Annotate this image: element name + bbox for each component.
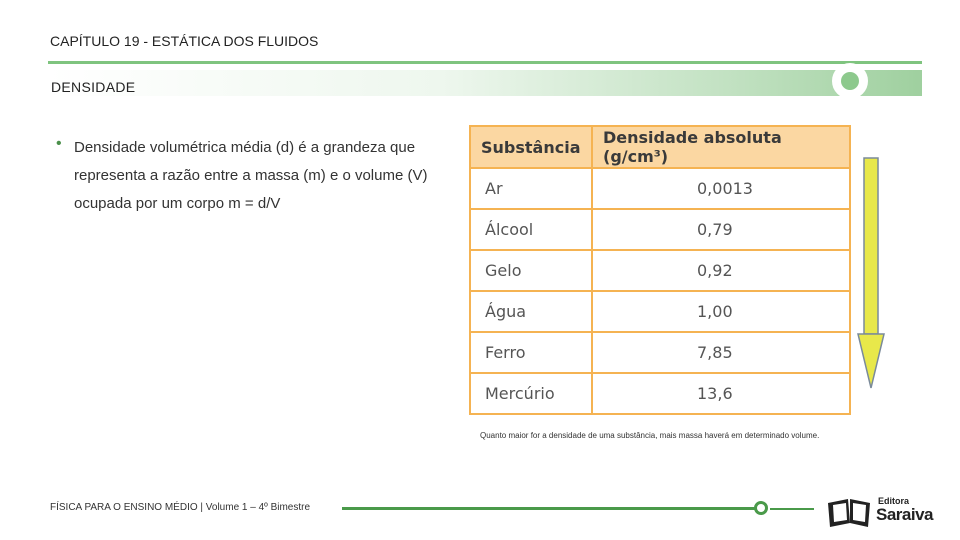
density-cell: 0,92 [592,250,850,291]
footer-line-end [770,508,814,510]
table-row [470,291,850,332]
table-row [470,250,850,291]
table-row [470,373,850,414]
substance-cell: Álcool [470,209,592,250]
header-divider [48,61,922,64]
density-cell: 0,79 [592,209,850,250]
density-cell: 1,00 [592,291,850,332]
substance-cell: Ar [470,168,592,209]
header-substance: Substância [470,126,592,168]
table-caption: Quanto maior for a densidade de uma substância, mais massa haverá em determinado volume. [480,431,820,440]
table-row [470,168,850,209]
bullet-icon: • [56,135,62,152]
section-circle-icon [832,63,868,99]
footer-line [342,507,756,510]
substance-cell: Água [470,291,592,332]
bullet-text: Densidade volumétrica média (d) é a grandeza que representa a razão entre a massa (m) e o volume (V) ocupada por um corpo m = d/V [74,139,428,212]
header-density: Densidade absoluta (g/cm³) [592,126,850,168]
density-cell: 0,0013 [592,168,850,209]
section-bar [48,70,922,96]
substance-cell: Mercúrio [470,373,592,414]
table-row [470,332,850,373]
down-arrow-icon [856,156,886,392]
substance-cell: Ferro [470,332,592,373]
density-cell: 7,85 [592,332,850,373]
chapter-title: CAPÍTULO 19 - ESTÁTICA DOS FLUIDOS [50,33,319,49]
density-cell: 13,6 [592,373,850,414]
logo-editora: Editora [878,496,910,506]
logo-saraiva: Saraiva [876,505,933,524]
table-row [470,209,850,250]
footer-circle-icon [754,501,768,515]
substance-cell: Gelo [470,250,592,291]
footer-text: FÍSICA PARA O ENSINO MÉDIO | Volume 1 – 4º Bimestre [50,502,311,513]
table-header-row [470,126,850,168]
density-table [469,125,851,415]
section-title: DENSIDADE [51,79,136,95]
